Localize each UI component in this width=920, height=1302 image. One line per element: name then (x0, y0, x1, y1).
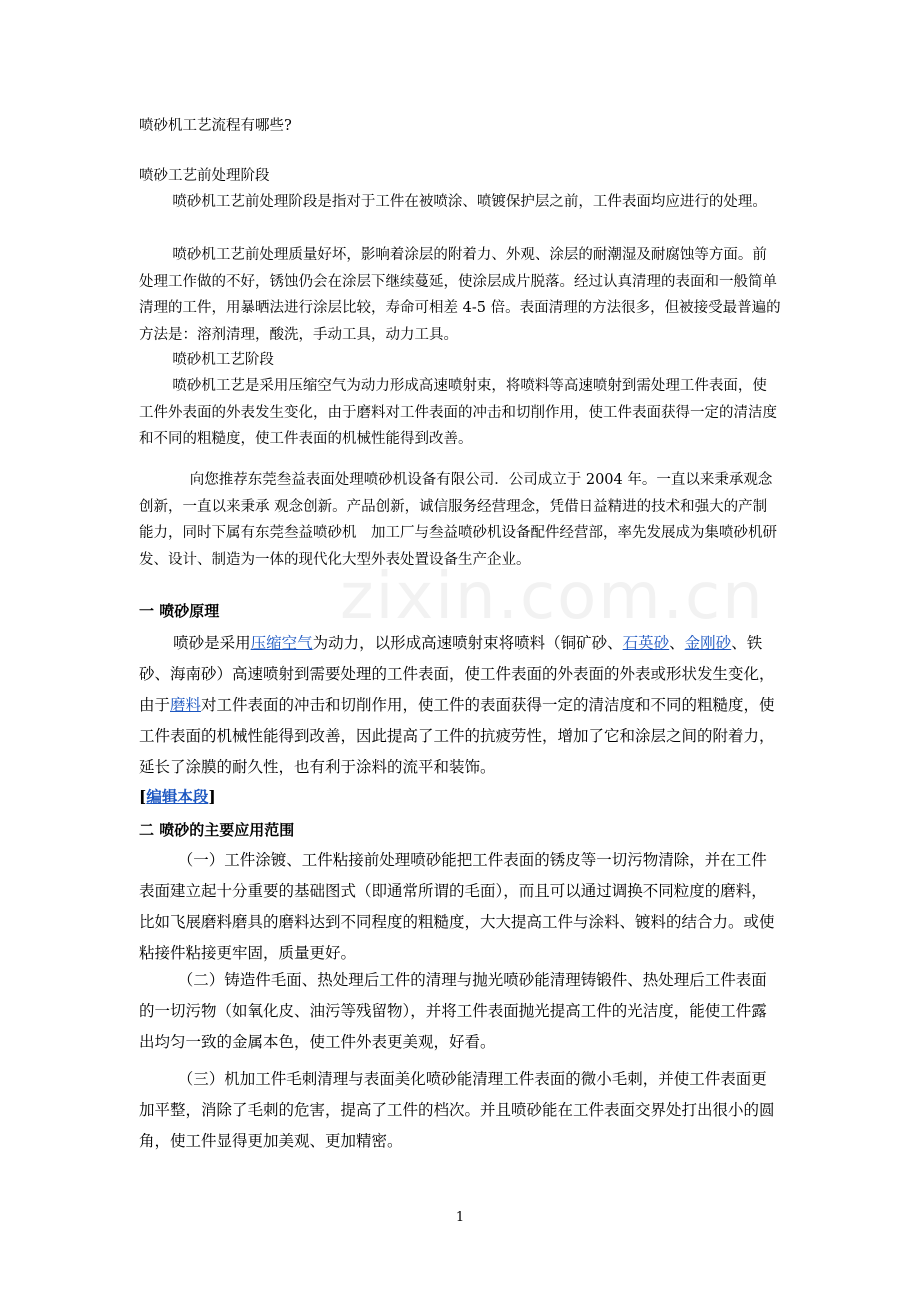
doc-title: 喷砂机工艺流程有哪些? (139, 118, 292, 134)
text-segment: 对工件表面的冲击和切削作用，使工件的表面获得一定的清洁度和不同的粗糙度，使工件表面的机械性能得到改善，因此提高了工件的抗疲劳性，增加了它和涂层之间的附着力，延长了涂膜的耐久性，也有利于涂料的流平和装饰。 (139, 696, 775, 776)
paragraph-application-3: （三）机加工件毛刺清理与表面美化喷砂能清理工件表面的微小毛刺，并使工件表面更加平整，消除了毛刺的危害，提高了工件的档次。并且喷砂能在工件表面交界处打出很小的圆角，使工件显得更加美观、更加精密。 (139, 1070, 775, 1150)
paragraph-pretreatment-definition: 喷砂机工艺前处理阶段是指对于工件在被喷涂、喷镀保护层之前，工件表面均应进行的处理。 (172, 194, 767, 210)
text-segment: 为动力，以形成高速喷射束将喷料（铜矿砂、 (312, 634, 623, 652)
paragraph-application-1: （一）工件涂镀、工件粘接前处理喷砂能把工件表面的锈皮等一切污物清除，并在工件表面建立起十分重要的基础图式（即通常所谓的毛面），而且可以通过调换不同粒度的磨料，比如飞展磨料磨具的磨料达到不同程度的粗糙度，大大提高工件与涂料、镀料的结合力。或使粘接件粘接更牢固，质量更好。 (139, 851, 775, 962)
paragraph-application-2: （二）铸造件毛面、热处理后工件的清理与抛光喷砂能清理铸锻件、热处理后工件表面的一切污物（如氧化皮、油污等残留物），并将工件表面抛光提高工件的光洁度，能使工件露出均匀一致的金属本色，使工件外表更美观，好看。 (139, 971, 767, 1051)
link-compressed-air[interactable]: 压缩空气 (250, 634, 313, 652)
edit-section (139, 785, 781, 807)
link-quartz-sand[interactable]: 石英砂 (622, 634, 670, 652)
paragraph-pretreatment-quality: 喷砂机工艺前处理质量好坏，影响着涂层的附着力、外观、涂层的耐潮湿及耐腐蚀等方面。前处理工作做的不好，锈蚀仍会在涂层下继续蔓延，使涂层成片脱落。经过认真清理的表面和一般简单清理的工件，用暴晒法进行涂层比较，寿命可相差 4-5 倍。表面清理的方法很多，但被接受最普遍的方法是：溶剂清理，酸洗，手动工具，动力工具。 (139, 247, 781, 343)
heading-applications: 二 喷砂的主要应用范围 (139, 821, 295, 839)
section-heading-pretreatment: 喷砂工艺前处理阶段 (139, 168, 270, 184)
text-segment: 喷砂是采用 (173, 634, 251, 652)
heading-principle: 一 喷砂原理 (139, 602, 220, 620)
link-abrasive[interactable]: 磨料 (170, 696, 202, 714)
link-emery[interactable]: 金刚砂 (684, 634, 732, 652)
edit-bracket-close: ] (208, 787, 216, 806)
page-number: 1 (455, 1210, 465, 1225)
edit-bracket-open: [ (139, 787, 147, 806)
watermark: zixin.com.cn (340, 560, 765, 634)
edit-section-link[interactable]: 编辑本段 (146, 787, 209, 806)
paragraph-blasting-stage: 喷砂机工艺是采用压缩空气为动力形成高速喷射束，将喷料等高速喷射到需处理工件表面，使工件外表面的外表发生变化，由于磨料对工件表面的冲击和切削作用，使工件表面获得一定的清洁度和不同的粗糙度，使工件表面的机械性能得到改善。 (139, 378, 777, 447)
paragraph-company-recommendation: 向您推荐东莞叁益表面处理喷砂机设备有限公司．公司成立于 2004 年。一直以来秉承观念创新，一直以来秉承 观念创新。产品创新，诚信服务经营理念，凭借日益精进的技术和强大的产制能力，同时下属有东莞叁益喷砂机 加工厂与叁益喷砂机设备配件经营部，率先发展成为集喷砂机研发、设计、制造为一体的现代化大型外表处置设备生产企业。 (139, 472, 777, 568)
paragraph-principle (139, 628, 781, 783)
text-segment: 、铁砂、海南砂）高速喷射到需要处理的工件表面，使工件表面的外表面的外表或形状发生变化，由于 (139, 634, 775, 714)
subheading-blasting-stage: 喷砂机工艺阶段 (172, 352, 274, 368)
text-segment: 、 (669, 634, 685, 652)
